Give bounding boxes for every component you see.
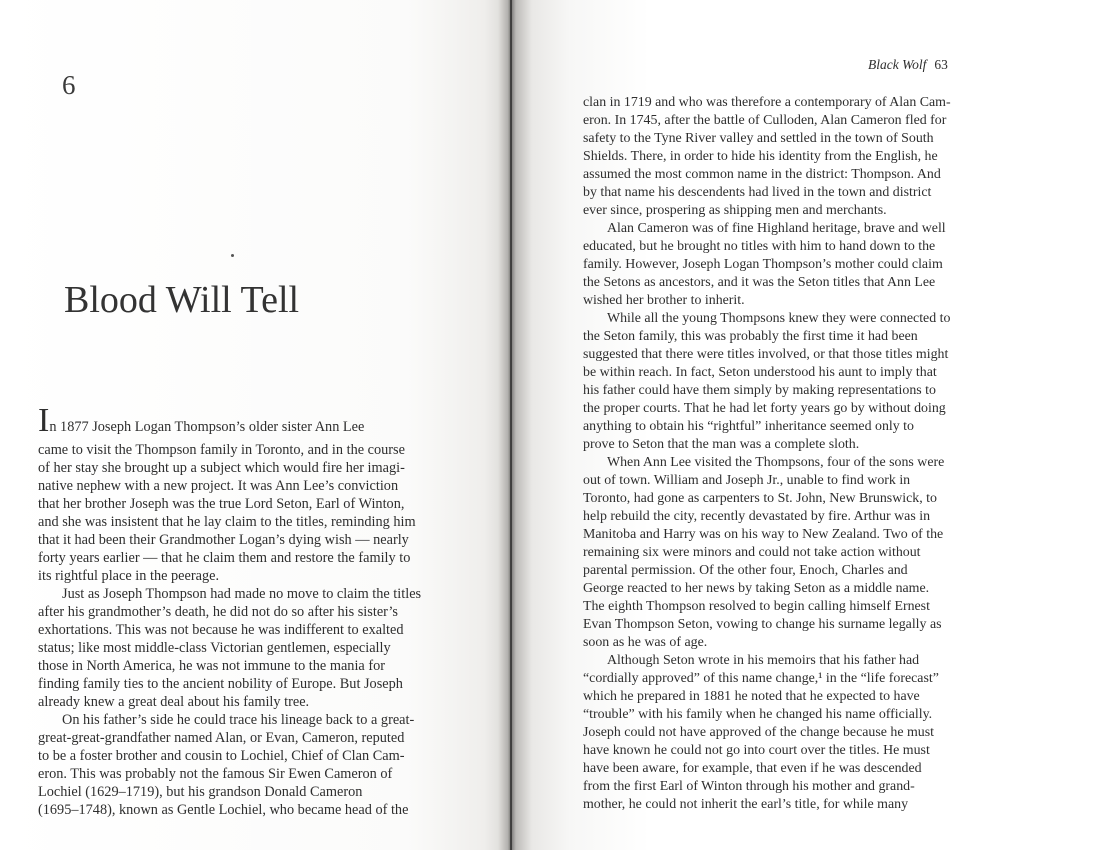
body-line: the Seton family, this was probably the first time it had been xyxy=(583,329,918,344)
body-line: soon as he was of age. xyxy=(583,635,708,650)
body-line: to be a foster brother and cousin to Lochiel, Chief of Clan Cam- xyxy=(38,748,405,764)
chapter-number: 6 xyxy=(62,70,76,100)
body-line: after his grandmother’s death, he did not do so after his sister’s xyxy=(38,604,398,620)
drop-cap: I xyxy=(38,402,50,439)
body-line: safety to the Tyne River valley and settled in the town of South xyxy=(583,131,934,146)
body-line: wished her brother to inherit. xyxy=(583,293,745,308)
body-line: Evan Thompson Seton, vowing to change his surname legally as xyxy=(583,617,942,632)
body-line: Alan Cameron was of fine Highland heritage, brave and well xyxy=(607,221,946,236)
page-number: 63 xyxy=(934,57,948,72)
body-line: (1695–1748), known as Gentle Lochiel, who became head of the xyxy=(38,802,409,818)
body-line: native nephew with a new project. It was Ann Lee’s conviction xyxy=(38,478,399,494)
body-line: Lochiel (1629–1719), but his grandson Donald Cameron xyxy=(38,784,363,800)
book-gutter-shadow xyxy=(498,0,512,850)
body-line: which he prepared in 1881 he noted that he expected to have xyxy=(583,689,920,704)
body-line: family. However, Joseph Logan Thompson’s mother could claim xyxy=(583,257,943,272)
body-line: While all the young Thompsons knew they were connected to xyxy=(607,311,951,326)
body-line: clan in 1719 and who was therefore a contemporary of Alan Cam- xyxy=(583,95,951,110)
body-line: Toronto, had gone as carpenters to St. John, New Brunswick, to xyxy=(583,491,937,506)
body-line: that it had been their Grandmother Logan’s dying wish — nearly xyxy=(38,532,409,548)
body-line: forty years earlier — that he claim them and restore the family to xyxy=(38,550,411,566)
body-line: be within reach. In fact, Seton understood his aunt to imply that xyxy=(583,365,937,380)
body-line: On his father’s side he could trace his lineage back to a great- xyxy=(62,712,415,728)
body-line: and she was insistent that he lay claim to the titles, reminding him xyxy=(38,514,416,530)
body-line: already knew a great deal about his family tree. xyxy=(38,694,310,710)
body-line: from the first Earl of Winton through his mother and grand- xyxy=(583,779,915,794)
body-line: The eighth Thompson resolved to begin calling himself Ernest xyxy=(583,599,930,614)
body-line: Shields. There, in order to hide his identity from the English, he xyxy=(583,149,938,164)
body-line: George reacted to her news by taking Seton as a middle name. xyxy=(583,581,930,596)
body-line: status; like most middle-class Victorian gentlemen, especially xyxy=(38,640,391,656)
body-line: “cordially approved” of this name change,¹ in the “life forecast” xyxy=(583,671,939,686)
body-line-text: n 1877 Joseph Logan Thompson’s older sister Ann Lee xyxy=(49,419,365,435)
body-line: “trouble” with his family when he changed his name officially. xyxy=(583,707,933,722)
body-line: those in North America, he was not immune to the mania for xyxy=(38,658,386,674)
body-line: help rebuild the city, recently devastated by fire. Arthur was in xyxy=(583,509,931,524)
body-line: by that name his descendents had lived in the town and district xyxy=(583,185,932,200)
right-body-text xyxy=(583,94,1011,814)
body-line: parental permission. Of the other four, Enoch, Charles and xyxy=(583,563,908,578)
body-line: its rightful place in the peerage. xyxy=(38,568,220,584)
body-line: suggested that there were titles involved, or that those titles might xyxy=(583,347,949,362)
body-line: have known he could not go into court over the titles. He must xyxy=(583,743,930,758)
body-line: When Ann Lee visited the Thompsons, four of the sons were xyxy=(607,455,945,470)
body-line: Although Seton wrote in his memoirs that his father had xyxy=(607,653,920,668)
body-line: that her brother Joseph was the true Lord Seton, Earl of Winton, xyxy=(38,496,405,512)
body-line: came to visit the Thompson family in Toronto, and in the course xyxy=(38,442,405,458)
body-line: his father could have them simply by making representations to xyxy=(583,383,936,398)
body-line: eron. In 1745, after the battle of Culloden, Alan Cameron fled for xyxy=(583,113,947,128)
running-head-title: Black Wolf xyxy=(868,57,927,72)
running-head xyxy=(868,57,948,73)
body-line: remaining six were minors and could not take action without xyxy=(583,545,921,560)
body-line: Just as Joseph Thompson had made no move to claim the titles xyxy=(62,586,422,602)
body-line: anything to obtain his “rightful” inheritance seemed only to xyxy=(583,419,914,434)
body-line: Manitoba and Harry was on his way to New Zealand. Two of the xyxy=(583,527,944,542)
body-line: assumed the most common name in the district: Thompson. And xyxy=(583,167,941,182)
left-page xyxy=(0,0,510,850)
body-line: finding family ties to the ancient nobility of Europe. But Joseph xyxy=(38,676,403,692)
left-body-text xyxy=(38,401,452,819)
chapter-title: Blood Will Tell xyxy=(64,279,300,321)
body-line: mother, he could not inherit the earl’s title, for while many xyxy=(583,797,909,812)
body-line: eron. This was probably not the famous Sir Ewen Cameron of xyxy=(38,766,393,782)
body-line: have been aware, for example, that even if he was descended xyxy=(583,761,922,776)
body-line: prove to Seton that the man was a complete sloth. xyxy=(583,437,860,452)
stray-ink-mark xyxy=(231,254,234,257)
body-line: educated, but he brought no titles with him to hand down to the xyxy=(583,239,936,254)
body-line: exhortations. This was not because he was indifferent to exalted xyxy=(38,622,404,638)
body-line: Joseph could not have approved of the change because he must xyxy=(583,725,935,740)
body-line: ever since, prospering as shipping men and merchants. xyxy=(583,203,887,218)
body-line: the Setons as ancestors, and it was the Seton titles that Ann Lee xyxy=(583,275,936,290)
body-line: out of town. William and Joseph Jr., unable to find work in xyxy=(583,473,911,488)
body-line xyxy=(38,401,452,441)
body-line: great-great-grandfather named Alan, or Evan, Cameron, reputed xyxy=(38,730,405,746)
body-line: of her stay she brought up a subject which would fire her imagi- xyxy=(38,460,405,476)
body-line: the proper courts. That he had let forty years go by without doing xyxy=(583,401,946,416)
